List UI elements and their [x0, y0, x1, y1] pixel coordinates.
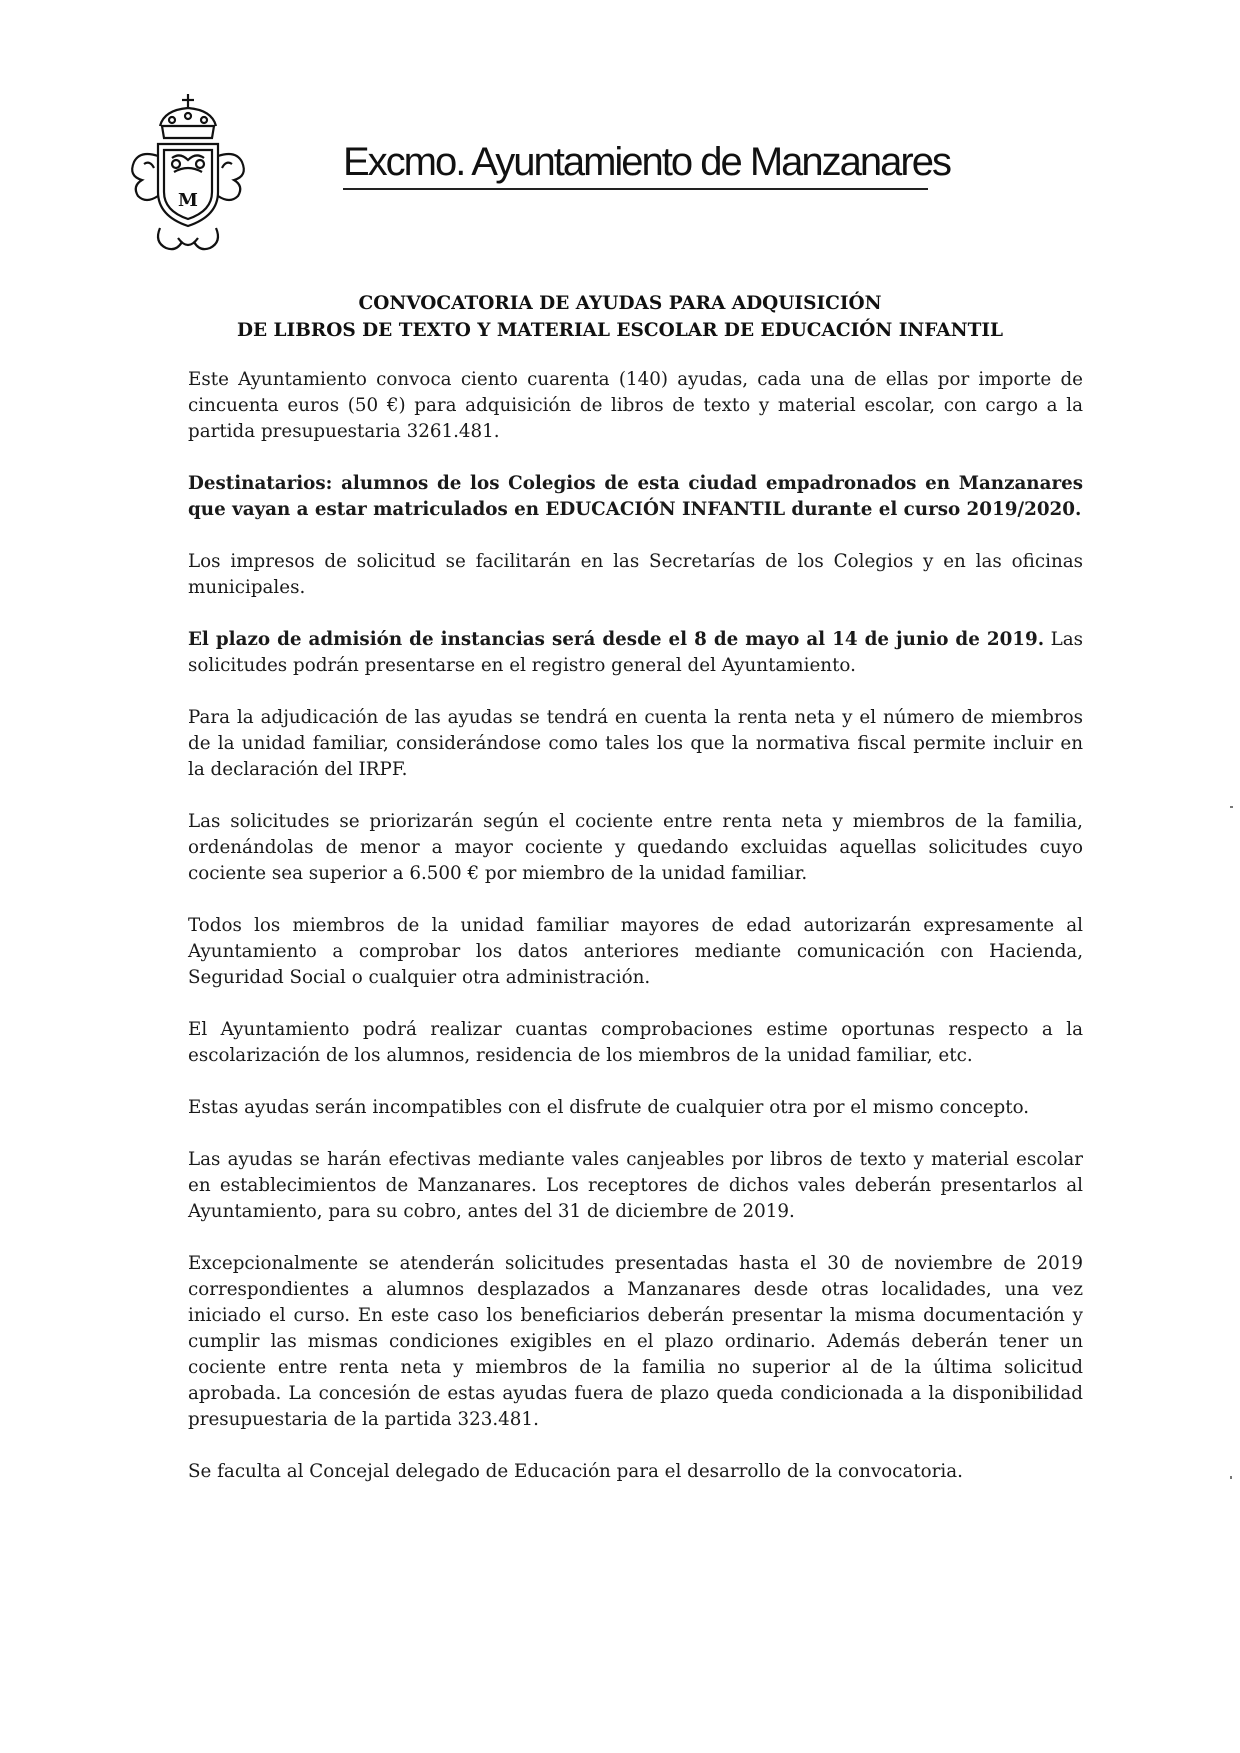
scan-speck	[1230, 1476, 1232, 1479]
paragraph-excepcional: Excepcionalmente se atenderán solicitudes presentadas hasta el 30 de noviembre de 2019 correspondientes a alumnos desplazados a Manzanares desde otras localidades, una vez iniciado el curso. En este caso los beneficiarios deberán presentar la misma documentación y cumplir las mismas condiciones exigibles en el plazo ordinario. Además deberán tener un cociente entre renta neta y miembros de la familia no superior al de la última solicitud aprobada. La concesión de estas ayudas fuera de plazo queda condicionada a la disponibilidad presupuestaria de la partida 323.481.	[188, 1253, 1083, 1430]
paragraph-comprobaciones: El Ayuntamiento podrá realizar cuantas comprobaciones estime oportunas respecto a la escolarización de los alumnos, residencia de los miembros de la unidad familiar, etc.	[188, 1019, 1083, 1066]
paragraph-adjudicacion: Para la adjudicación de las ayudas se tendrá en cuenta la renta neta y el número de miembros de la unidad familiar, considerándose como tales los que la normativa fiscal permite incluir en la declaración del IRPF.	[188, 707, 1083, 780]
plazo-bold-text: El plazo de admisión de instancias será desde el 8 de mayo al 14 de junio de 2019.	[188, 629, 1045, 650]
paragraph-plazo	[188, 627, 1083, 679]
paragraph-vales: Las ayudas se harán efectivas mediante vales canjeables por libros de texto y material escolar en establecimientos de Manzanares. Los receptores de dichos vales deberán presentarlos al Ayuntamiento, para su cobro, antes del 31 de diciembre de 2019.	[188, 1149, 1083, 1222]
paragraph-destinatarios: Destinatarios: alumnos de los Colegios de esta ciudad empadronados en Manzanares que vayan a estar matriculados en EDUCACIÓN INFANTIL durante el curso 2019/2020.	[188, 473, 1083, 520]
header-underline	[343, 188, 928, 190]
crest-letter: M	[178, 190, 198, 211]
plazo-rest-text: Las solicitudes podrán presentarse en el registro general del Ayuntamiento.	[188, 629, 1084, 676]
paragraph-facultad: Se faculta al Concejal delegado de Educación para el desarrollo de la convocatoria.	[188, 1461, 963, 1482]
organization-name: Excmo. Ayuntamiento de Manzanares	[343, 140, 950, 184]
scan-speck	[1230, 806, 1233, 808]
paragraph-ayudas: Este Ayuntamiento convoca ciento cuarenta (140) ayudas, cada una de ellas por importe de cincuenta euros (50 €) para adquisición de libros de texto y material escolar, con cargo a la partida presupuestaria 3261.481.	[188, 369, 1083, 442]
document-title	[150, 290, 1090, 344]
title-line-1: CONVOCATORIA DE AYUDAS PARA ADQUISICIÓN	[358, 293, 882, 314]
paragraph-impresos: Los impresos de solicitud se facilitarán en las Secretarías de los Colegios y en las oficinas municipales.	[188, 551, 1083, 598]
document-body	[188, 367, 1083, 1511]
municipal-crest-logo	[120, 92, 256, 264]
title-line-2: DE LIBROS DE TEXTO Y MATERIAL ESCOLAR DE EDUCACIÓN INFANTIL	[236, 320, 1004, 341]
paragraph-priorizacion: Las solicitudes se priorizarán según el cociente entre renta neta y miembros de la familia, ordenándolas de menor a mayor cociente y quedando excluidas aquellas solicitudes cuyo cociente sea superior a 6.500 € por miembro de la unidad familiar.	[188, 811, 1083, 884]
paragraph-autorizacion: Todos los miembros de la unidad familiar mayores de edad autorizarán expresamente al Ayuntamiento a comprobar los datos anteriores mediante comunicación con Hacienda, Seguridad Social o cualquier otra administración.	[188, 915, 1083, 988]
paragraph-incompatibilidad: Estas ayudas serán incompatibles con el disfrute de cualquier otra por el mismo concepto.	[188, 1097, 1030, 1118]
